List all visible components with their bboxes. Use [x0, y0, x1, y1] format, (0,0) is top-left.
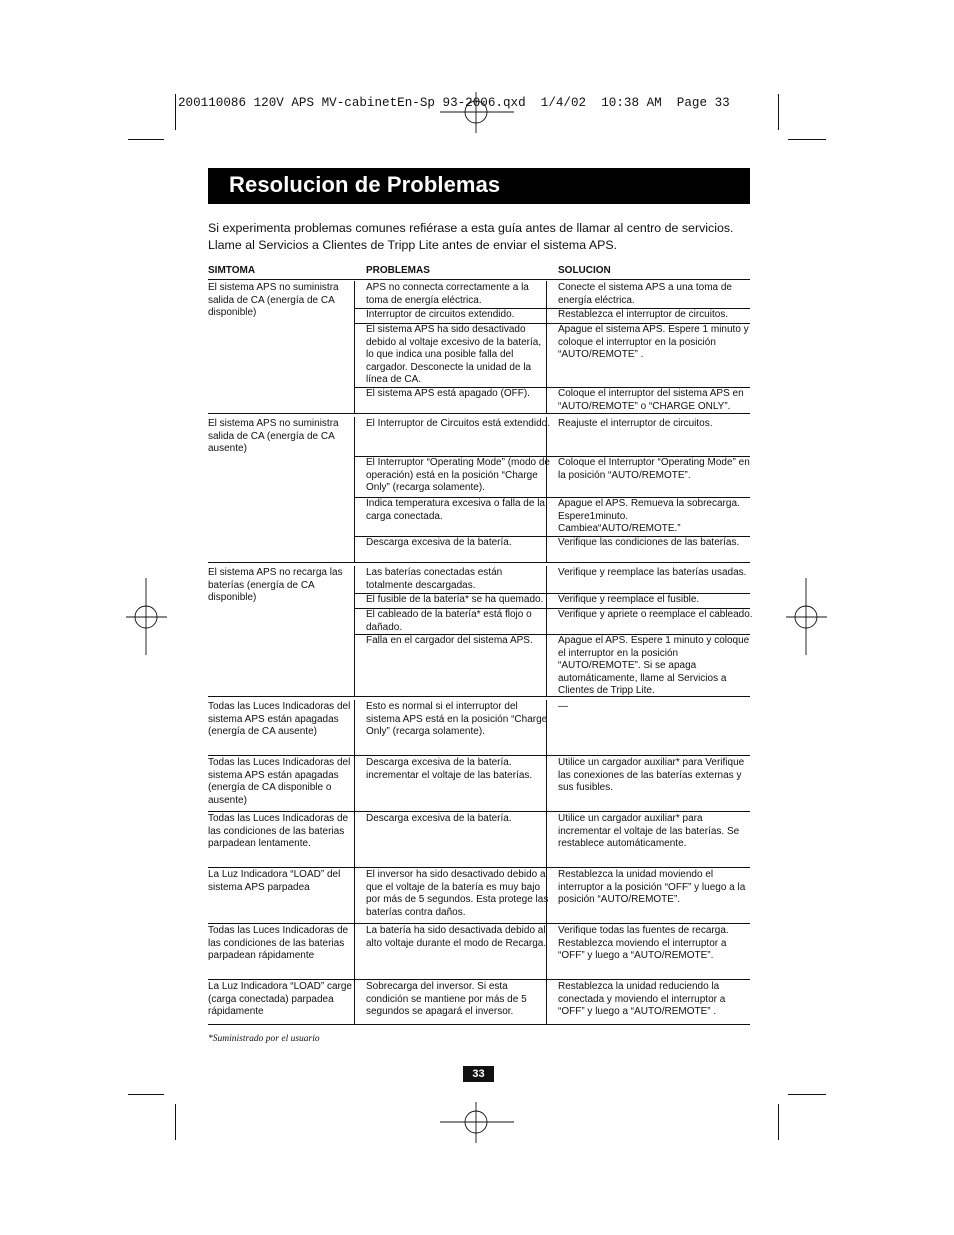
group-bottom-rule: [208, 696, 750, 697]
symptom-cell: La Luz Indicadora “LOAD” del sistema APS parpadea: [208, 869, 341, 893]
file-slug: 200110086 120V APS MV-cabinetEn-Sp 93-2006.qxd 1/4/02 10:38 AM Page 33: [178, 96, 730, 110]
crop-mark: [778, 1104, 779, 1140]
column-divider: [354, 924, 355, 979]
solution-cell: Apague el APS. Remueva la sobrecarga. Espere1minuto. Cambiea“AUTO/REMOTE.”: [558, 498, 740, 534]
crop-mark: [788, 1094, 826, 1095]
solution-cell: Verifique las condiciones de las baterías.: [558, 537, 740, 548]
group-bottom-rule: [208, 413, 750, 414]
solution-cell: Verifique y reemplace el fusible.: [558, 594, 700, 605]
symptom-group: [208, 924, 750, 979]
problem-cell: La batería ha sido desactivada debido al alto voltaje durante el modo de Recarga.: [366, 925, 547, 949]
symptom-cell: Todas las Luces Indicadoras de las condiciones de las baterias parpadean rápidamente: [208, 925, 349, 961]
header-solution: SOLUCION: [558, 265, 611, 276]
problem-cell: Descarga excesiva de la batería.: [366, 537, 512, 548]
symptom-group: [208, 417, 750, 562]
symptom-group: [208, 566, 753, 696]
problem-cell: El Interruptor “Operating Mode” (modo de operación) está en la posición “Charge Only” (recarga solamente).: [366, 457, 550, 493]
symptom-group: [208, 700, 750, 755]
symptom-cell: La Luz Indicadora “LOAD” carge (carga conectada) parpadea rápidamente: [208, 981, 352, 1017]
registration-mark-left: [126, 578, 168, 656]
group-bottom-rule: [208, 1024, 750, 1025]
registration-mark-bottom: [440, 1102, 516, 1144]
page-title: Resolucion de Problemas: [229, 172, 501, 197]
solution-cell: Reajuste el interruptor de circuitos.: [558, 418, 713, 429]
solution-cell: Restablezca la unidad reduciendo la conectada y moviendo el interruptor a “OFF” y luego a “AUTO/REMOTE” .: [558, 981, 726, 1017]
solution-cell: Coloque el Interruptor “Operating Mode” en la posición “AUTO/REMOTE”.: [558, 457, 750, 481]
symptom-group: [208, 756, 750, 811]
column-divider: [354, 417, 355, 562]
symptom-cell: Todas las Luces Indicadoras de las condiciones de las baterias parpadean lentamente.: [208, 813, 349, 849]
column-divider: [354, 281, 355, 413]
registration-mark-top: [440, 92, 516, 134]
crop-mark: [128, 139, 164, 140]
problem-cell: Las baterías conectadas están totalmente descargadas.: [366, 567, 503, 591]
page-number: 33: [463, 1066, 494, 1082]
symptom-cell: El sistema APS no recarga las baterías (energía de CA disponible): [208, 567, 343, 603]
problem-cell: El sistema APS ha sido desactivado debido al voltaje excesivo de la batería, lo que indica una posible falla del cargador. Desconecte la unidad de la línea de CA.: [366, 324, 542, 385]
symptom-group: [208, 868, 750, 923]
solution-cell: Utilice un cargador auxiliar* para Verifique las conexiones de las baterías externas y sus fusibles.: [558, 757, 745, 793]
problem-cell: Descarga excesiva de la batería.: [366, 813, 512, 824]
column-divider: [354, 868, 355, 923]
problem-cell: El sistema APS está apagado (OFF).: [366, 388, 530, 399]
solution-cell: Apague el sistema APS. Espere 1 minuto y coloque el interruptor en la posición “AUTO/REMOTE” .: [558, 324, 749, 360]
registration-mark-right: [786, 578, 828, 656]
solution-cell: Restablezca el interruptor de circuitos.: [558, 309, 729, 320]
problem-cell: El fusible de la batería* se ha quemado.: [366, 594, 544, 605]
header-problems: PROBLEMAS: [366, 265, 430, 276]
solution-cell: Apague el APS. Espere 1 minuto y coloque el interruptor en la posición “AUTO/REMOTE”. Si se apaga automáticamente, llame al Servicios a Clientes de Tripp Lite.: [558, 635, 750, 696]
problem-cell: APS no connecta correctamente a la toma de energía eléctrica.: [366, 282, 529, 306]
symptom-group: [208, 980, 750, 1024]
crop-mark: [778, 94, 779, 130]
problem-cell: Esto es normal si el interruptor del sistema APS está en la posición “Charge Only” (recarga solamente).: [366, 701, 548, 737]
section-title-bar: [208, 168, 750, 204]
crop-mark: [175, 94, 176, 130]
problem-cell: El inversor ha sido desactivado debido a que el voltaje de la batería es muy bajo por más de 5 segundos. Esta protege las baterías contra daños.: [366, 869, 549, 918]
problem-cell: Sobrecarga del inversor. Si esta condición se mantiene por más de 5 segundos se apagará el inversor.: [366, 981, 527, 1017]
problem-cell: Interruptor de circuitos extendido.: [366, 309, 515, 320]
solution-cell: —: [558, 701, 568, 712]
crop-mark: [128, 1094, 164, 1095]
symptom-cell: Todas las Luces Indicadoras del sistema APS están apagadas (energía de CA disponible o ausente): [208, 757, 351, 806]
symptom-cell: El sistema APS no suministra salida de CA (energía de CA disponible): [208, 282, 339, 318]
header-symptom: SIMTOMA: [208, 265, 256, 276]
group-bottom-rule: [208, 562, 750, 563]
symptom-group: [208, 281, 750, 413]
problem-cell: El cableado de la batería* está flojo o dañado.: [366, 609, 532, 633]
column-divider: [354, 566, 355, 696]
solution-cell: Verifique todas las fuentes de recarga. Restablezca moviendo el interruptor a “OFF” y luego a “AUTO/REMOTE”.: [558, 925, 729, 961]
solution-cell: Restablezca la unidad moviendo el interruptor a la posición “OFF” y luego a la posición “AUTO/REMOTE”.: [558, 869, 746, 905]
problem-cell: Indica temperatura excesiva o falla de la carga conectada.: [366, 498, 545, 522]
solution-cell: Verifique y reemplace las baterías usadas.: [558, 567, 747, 578]
column-divider: [354, 756, 355, 811]
solution-cell: Verifique y apriete o reemplace el cableado.: [558, 609, 753, 620]
intro-paragraph: Si experimenta problemas comunes refiérase a esta guía antes de llamar al centro de servicios. Llame al Servicios a Clientes de Tripp Lite antes de enviar el sistema APS.: [208, 221, 734, 252]
problem-cell: El Interruptor de Circuitos está extendido.: [366, 418, 550, 429]
solution-cell: Coloque el interruptor del sistema APS en “AUTO/REMOTE” o “CHARGE ONLY”.: [558, 388, 744, 412]
solution-cell: Conecte el sistema APS a una toma de energía eléctrica.: [558, 282, 732, 306]
footnote: *Suministrado por el usuario: [208, 1034, 320, 1044]
problem-cell: Falla en el cargador del sistema APS.: [366, 635, 533, 646]
symptom-cell: Todas las Luces Indicadoras del sistema APS están apagadas (energía de CA ausente): [208, 701, 351, 737]
crop-mark: [175, 1104, 176, 1140]
symptom-group: [208, 812, 750, 867]
problem-cell: Descarga excesiva de la batería. incrementar el voltaje de las baterías.: [366, 757, 533, 781]
crop-mark: [788, 139, 826, 140]
symptom-cell: El sistema APS no suministra salida de CA (energía de CA ausente): [208, 418, 339, 454]
column-divider: [354, 980, 355, 1024]
column-divider: [354, 700, 355, 755]
column-divider: [354, 812, 355, 867]
solution-cell: Utilice un cargador auxiliar* para incrementar el voltaje de las baterías. Se restablece automáticamente.: [558, 813, 740, 849]
